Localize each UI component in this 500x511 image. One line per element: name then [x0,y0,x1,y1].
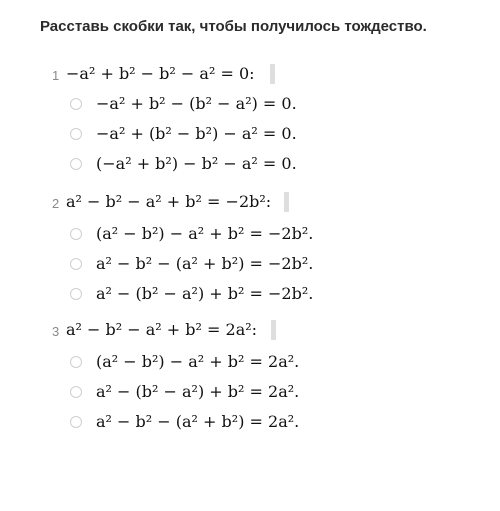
question-number: 2 [52,196,60,211]
question-header [0,190,500,218]
option-label: a² − b² − (a² + b²) = 2a². [96,412,300,431]
option-1-3[interactable] [0,152,500,178]
option-label: −a² + (b² − b²) − a² = 0. [96,124,297,143]
answer-status-marker [270,64,275,84]
option-label: a² − b² − (a² + b²) = −2b². [96,254,314,273]
radio-button[interactable] [70,98,82,110]
radio-button[interactable] [70,386,82,398]
option-3-3[interactable] [0,410,500,436]
radio-button[interactable] [70,356,82,368]
page-title: Расставь скобки так, чтобы получилось тождество. [40,18,427,35]
option-label: (−a² + b²) − b² − a² = 0. [96,154,297,173]
option-3-2[interactable] [0,380,500,406]
question-expression: a² − b² − a² + b² = 2a²: [66,320,258,339]
option-label: a² − (b² − a²) + b² = 2a². [96,382,300,401]
option-2-2[interactable] [0,252,500,278]
radio-button[interactable] [70,258,82,270]
question-expression: a² − b² − a² + b² = −2b²: [66,192,272,211]
question-number: 1 [52,68,60,83]
option-2-1[interactable] [0,222,500,248]
option-1-2[interactable] [0,122,500,148]
question-number: 3 [52,324,60,339]
option-label: (a² − b²) − a² + b² = −2b². [96,224,314,243]
radio-button[interactable] [70,128,82,140]
answer-status-marker [284,192,289,212]
question-expression: −a² + b² − b² − a² = 0: [66,64,255,83]
answer-status-marker [271,320,276,340]
radio-button[interactable] [70,416,82,428]
question-header [0,318,500,346]
question-header [0,62,500,90]
radio-button[interactable] [70,158,82,170]
option-label: a² − (b² − a²) + b² = −2b². [96,284,314,303]
option-label: −a² + b² − (b² − a²) = 0. [96,94,297,113]
option-label: (a² − b²) − a² + b² = 2a². [96,352,300,371]
option-3-1[interactable] [0,350,500,376]
option-1-1[interactable] [0,92,500,118]
radio-button[interactable] [70,288,82,300]
radio-button[interactable] [70,228,82,240]
option-2-3[interactable] [0,282,500,308]
